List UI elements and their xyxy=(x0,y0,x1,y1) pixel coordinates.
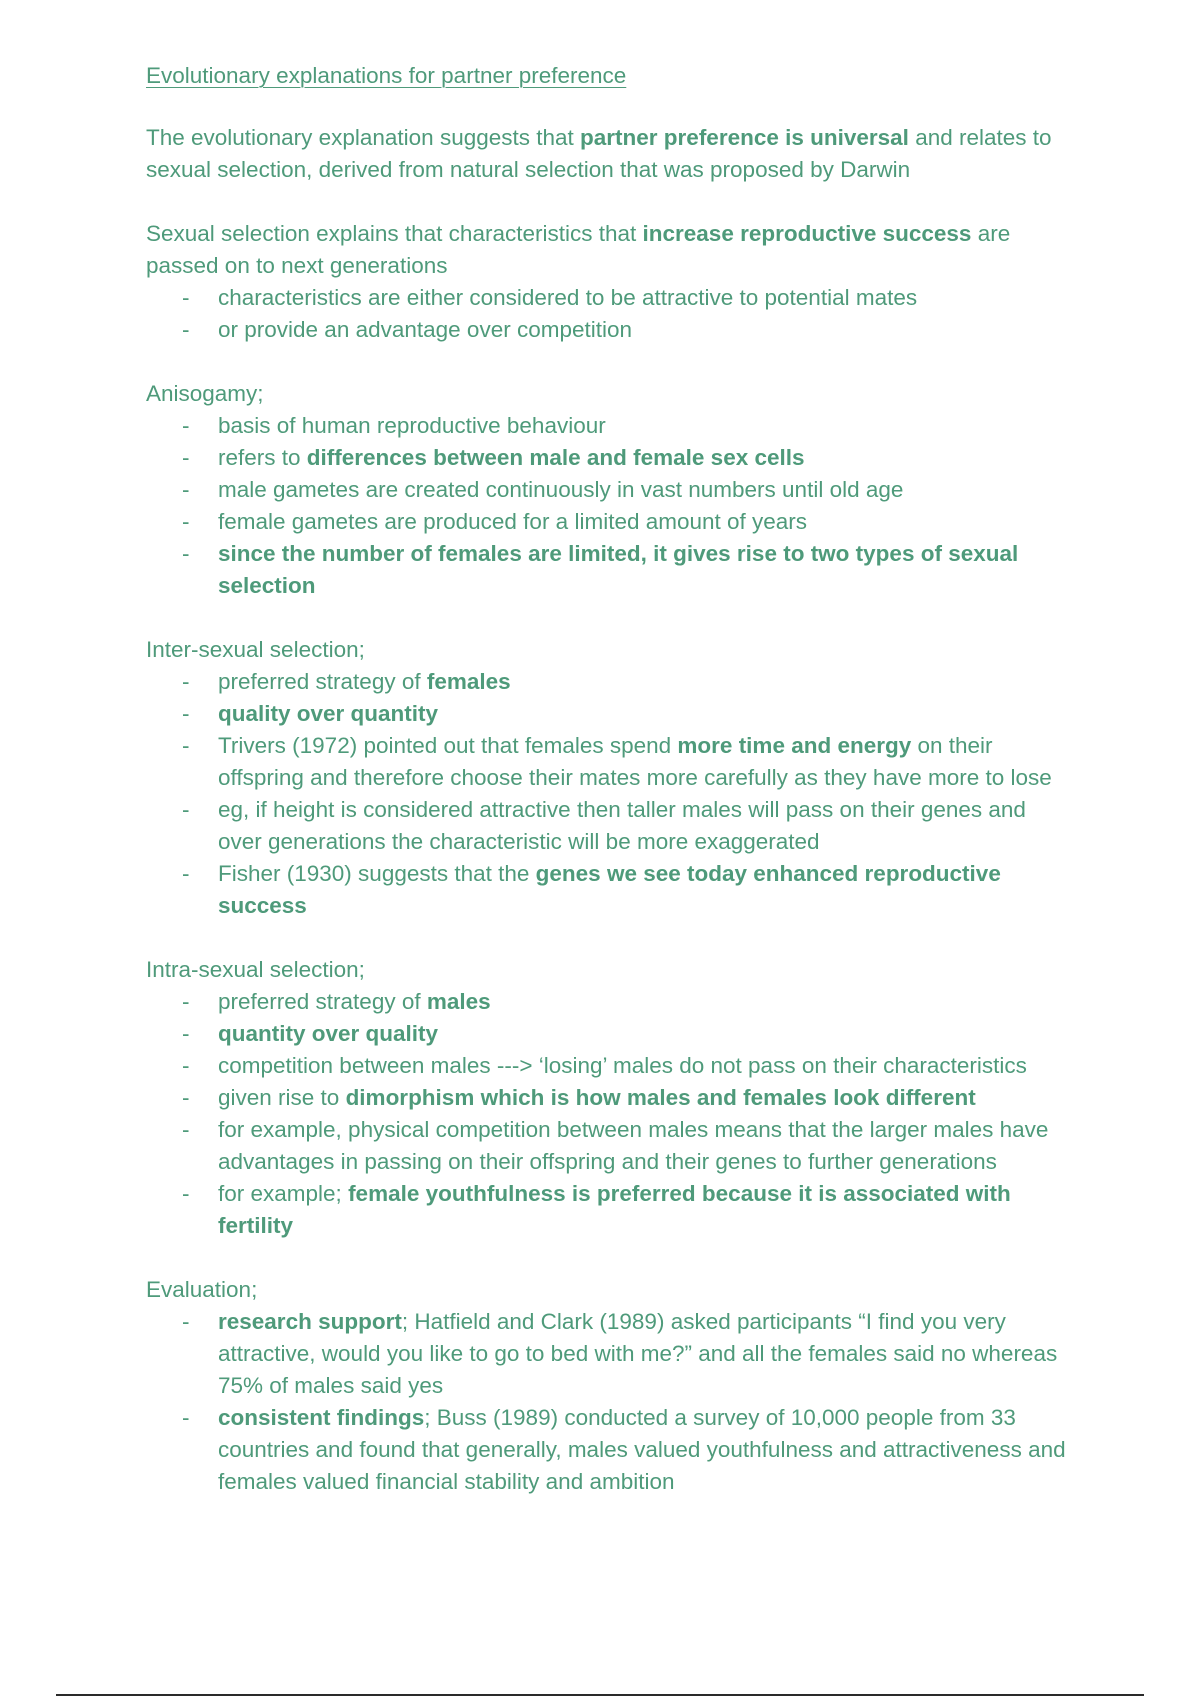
list-item: - male gametes are created continuously in vast numbers until old age xyxy=(146,474,1066,506)
intro-paragraph: The evolutionary explanation suggests that partner preference is universal and relates to sexual selection, derived from natural selection that was proposed by Darwin xyxy=(146,125,1052,182)
sexual-selection-list xyxy=(146,282,1066,346)
evaluation-heading: Evaluation; xyxy=(146,1277,258,1302)
list-item: - research support; Hatfield and Clark (1989) asked participants “I find you very attractive, would you like to go to bed with me?” and all the females said no whereas 75% of males said yes xyxy=(146,1306,1066,1402)
list-item: - quantity over quality xyxy=(146,1018,1066,1050)
list-item: - eg, if height is considered attractive then taller males will pass on their genes and over generations the characteristic will be more exaggerated xyxy=(146,794,1066,858)
evaluation-list xyxy=(146,1306,1066,1498)
list-item: - or provide an advantage over competition xyxy=(146,314,1066,346)
list-item: - preferred strategy of females xyxy=(146,666,1066,698)
document-title: Evolutionary explanations for partner preference xyxy=(146,63,627,88)
list-item: - consistent findings; Buss (1989) conducted a survey of 10,000 people from 33 countries and found that generally, males valued youthfulness and attractiveness and females valued financial stability and ambition xyxy=(146,1402,1066,1498)
list-item: - for example; female youthfulness is preferred because it is associated with fertility xyxy=(146,1178,1066,1242)
inter-sexual-heading: Inter-sexual selection; xyxy=(146,637,365,662)
list-item: - competition between males ---> ‘losing’ males do not pass on their characteristics xyxy=(146,1050,1066,1082)
list-item: - Trivers (1972) pointed out that females spend more time and energy on their offspring and therefore choose their mates more carefully as they have more to lose xyxy=(146,730,1066,794)
anisogamy-list xyxy=(146,410,1066,602)
inter-sexual-list xyxy=(146,666,1066,922)
document-page xyxy=(146,60,1066,1530)
list-item: - female gametes are produced for a limited amount of years xyxy=(146,506,1066,538)
page-bottom-divider xyxy=(56,1694,1144,1696)
list-item: - refers to differences between male and female sex cells xyxy=(146,442,1066,474)
list-item: - preferred strategy of males xyxy=(146,986,1066,1018)
intra-sexual-list xyxy=(146,986,1066,1242)
list-item: - since the number of females are limited, it gives rise to two types of sexual selection xyxy=(146,538,1066,602)
list-item: - characteristics are either considered to be attractive to potential mates xyxy=(146,282,1066,314)
intra-sexual-heading: Intra-sexual selection; xyxy=(146,957,365,982)
anisogamy-heading: Anisogamy; xyxy=(146,381,264,406)
list-item: - quality over quantity xyxy=(146,698,1066,730)
sexual-selection-paragraph: Sexual selection explains that characteristics that increase reproductive success are passed on to next generations xyxy=(146,221,1011,278)
list-item: - given rise to dimorphism which is how males and females look different xyxy=(146,1082,1066,1114)
list-item: - Fisher (1930) suggests that the genes we see today enhanced reproductive success xyxy=(146,858,1066,922)
list-item: - basis of human reproductive behaviour xyxy=(146,410,1066,442)
list-item: - for example, physical competition between males means that the larger males have advantages in passing on their offspring and their genes to further generations xyxy=(146,1114,1066,1178)
